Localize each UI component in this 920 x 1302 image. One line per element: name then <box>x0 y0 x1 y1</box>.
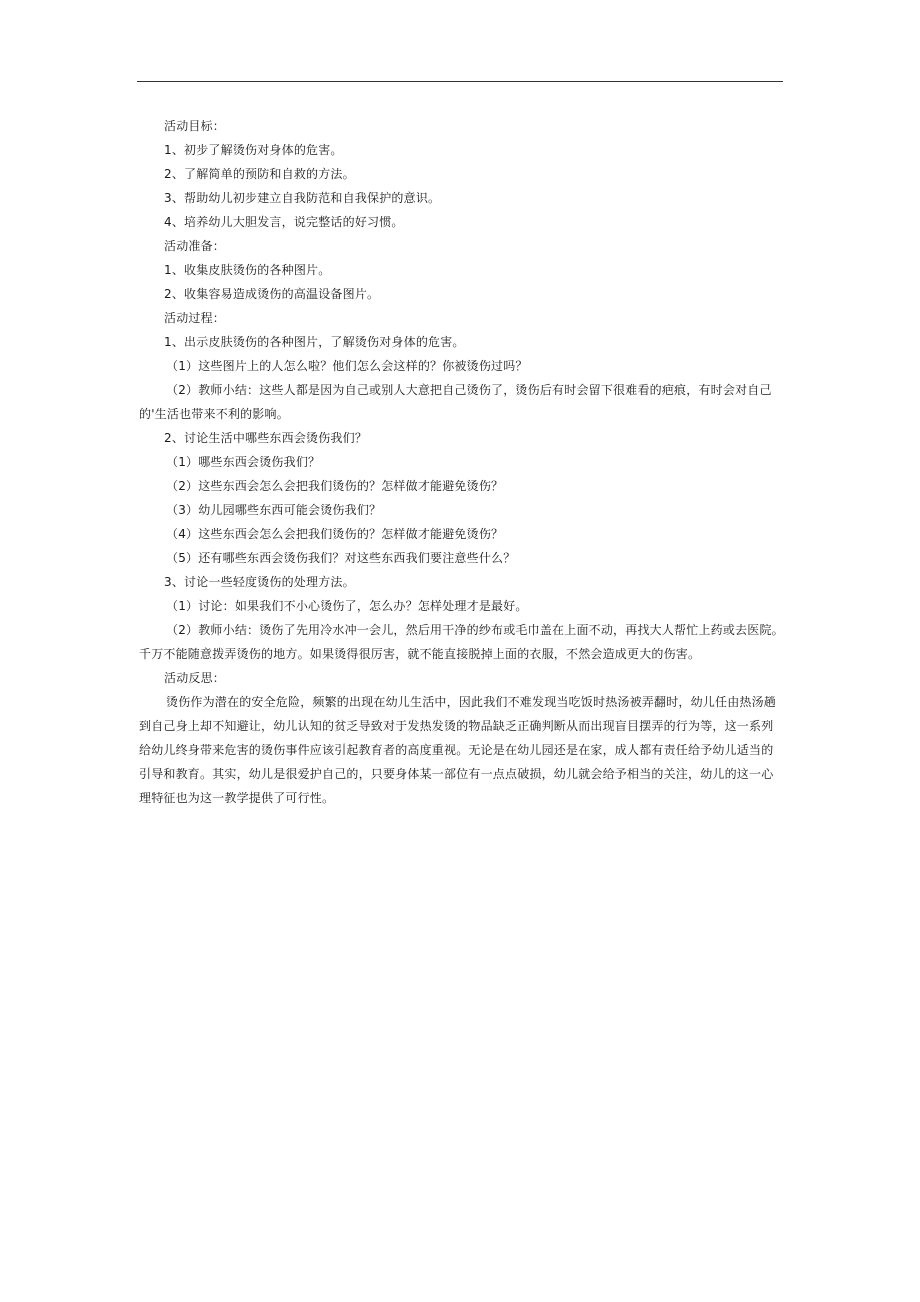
goal-heading: 活动目标： <box>164 119 226 133</box>
summary-line: 的'生活也带来不利的影响。 <box>139 407 289 421</box>
prep-item-1: 1、收集皮肤烫伤的各种图片。 <box>164 263 331 277</box>
reflection-line: 理特征也为这一教学提供了可行性。 <box>139 791 335 805</box>
process-step-2-question-3: （3）幼儿园哪些东西可能会烫伤我们？ <box>166 503 382 517</box>
process-step-2-question-1: （1）哪些东西会烫伤我们？ <box>166 455 321 469</box>
reflection-line: 给幼儿终身带来危害的烫伤事件应该引起教育者的高度重视。无论是在幼儿园还是在家，成人都有责任给予幼儿适当的 <box>139 743 774 757</box>
goal-item-3: 3、帮助幼儿初步建立自我防范和自我保护的意识。 <box>164 191 441 205</box>
process-heading: 活动过程： <box>164 311 226 325</box>
process-step-2-question-5: （5）还有哪些东西会烫伤我们？对这些东西我们要注意些什么？ <box>166 551 516 565</box>
summary-line: （2）教师小结：烫伤了先用冷水冲一会儿，然后用干净的纱布或毛巾盖在上面不动，再找大人帮忙上药或去医院。 <box>166 623 784 637</box>
process-step-3-summary <box>139 618 791 666</box>
summary-line: 千万不能随意拨弄烫伤的地方。如果烫得很厉害，就不能直接脱掉上面的衣服，不然会造成更大的伤害。 <box>139 647 701 661</box>
process-step-2-question-4: （4）这些东西会怎么会把我们烫伤的？怎样做才能避免烫伤？ <box>166 527 504 541</box>
process-step-3: 3、讨论一些轻度烫伤的处理方法。 <box>164 575 355 589</box>
prep-heading: 活动准备： <box>164 239 226 253</box>
process-step-3-question-1: （1）讨论：如果我们不小心烫伤了，怎么办？怎样处理才是最好。 <box>166 599 528 613</box>
reflection-line: 烫伤作为潜在的安全危险，频繁的出现在幼儿生活中，因此我们不难发现当吃饭时热汤被弄翻时，幼儿任由热汤趟 <box>166 695 777 709</box>
process-step-1-summary <box>139 378 791 426</box>
summary-line: （2）教师小结：这些人都是因为自己或别人大意把自己烫伤了，烫伤后有时会留下很难看的疤痕，有时会对自己 <box>166 383 772 397</box>
reflection-heading: 活动反思： <box>164 671 226 685</box>
header-rule <box>137 81 783 82</box>
process-step-1-question-1: （1）这些图片上的人怎么啦？他们怎么会这样的？你被烫伤过吗？ <box>166 359 528 373</box>
goal-item-1: 1、初步了解烫伤对身体的危害。 <box>164 143 343 157</box>
goal-item-2: 2、了解简单的预防和自救的方法。 <box>164 167 355 181</box>
prep-item-2: 2、收集容易造成烫伤的高温设备图片。 <box>164 287 380 301</box>
process-step-2: 2、讨论生活中哪些东西会烫伤我们？ <box>164 431 368 445</box>
reflection-line: 到自己身上却不知避让，幼儿认知的贫乏导致对于发热发烫的物品缺乏正确判断从而出现盲目摆弄的行为等，这一系列 <box>139 719 774 733</box>
process-step-2-question-2: （2）这些东西会怎么会把我们烫伤的？怎样做才能避免烫伤？ <box>166 479 504 493</box>
reflection-line: 引导和教育。其实，幼儿是很爱护自己的，只要身体某一部位有一点点破损，幼儿就会给予相当的关注，幼儿的这一心 <box>139 767 774 781</box>
document-body <box>139 114 791 810</box>
reflection-paragraph <box>139 690 791 810</box>
goal-item-4: 4、培养幼儿大胆发言，说完整话的好习惯。 <box>164 215 404 229</box>
process-step-1: 1、出示皮肤烫伤的各种图片，了解烫伤对身体的危害。 <box>164 335 465 349</box>
